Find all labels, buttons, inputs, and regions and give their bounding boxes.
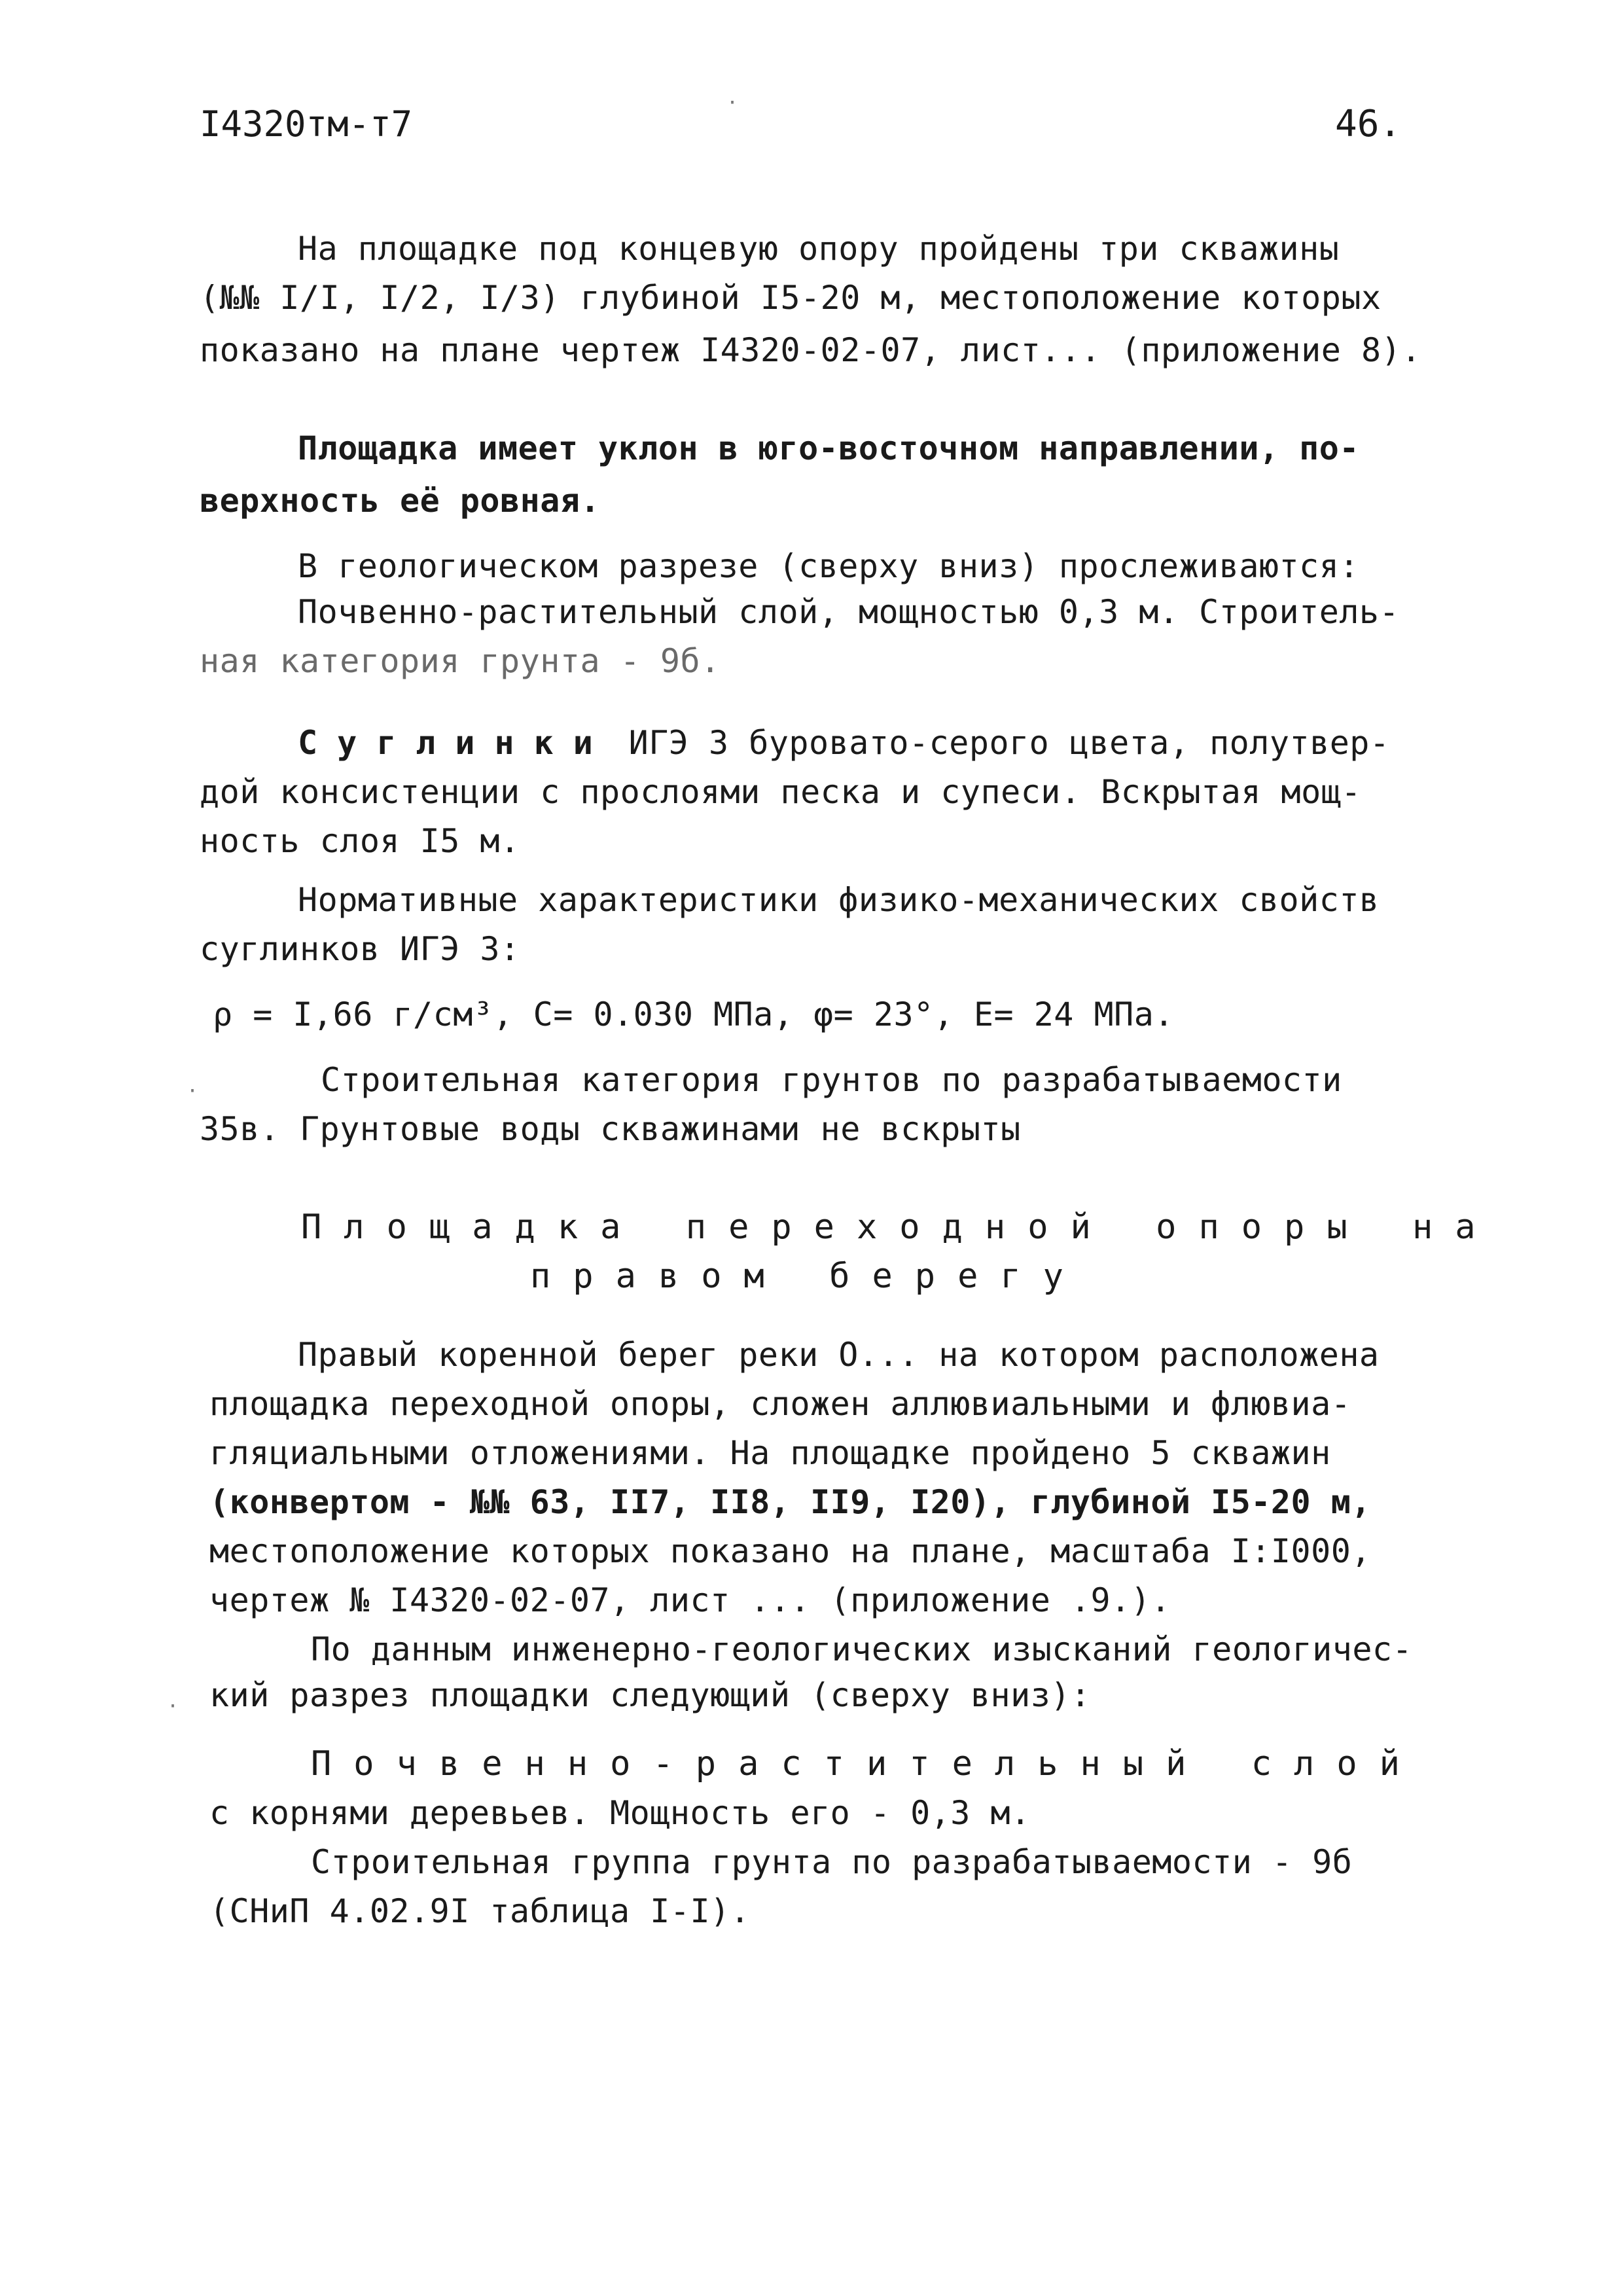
- scan-speck: ·: [167, 1695, 179, 1718]
- paragraph-line: ИГЭ 3 буровато-серого цвета, полутвер-: [609, 724, 1390, 762]
- section-heading: Площадка переходной опоры на: [301, 1208, 1498, 1247]
- paragraph-line: На площадке под концевую опору пройдены три скважины: [298, 230, 1340, 268]
- paragraph-line: дой консистенции с прослоями песка и супеси. Вскрытая мощ-: [200, 773, 1361, 811]
- paragraph-line: ная категория грунта - 9б.: [200, 642, 721, 680]
- paragraph-line: 35в. Грунтовые воды скважинами не вскрыты: [200, 1110, 1021, 1148]
- section-heading: правом берегу: [530, 1257, 1086, 1296]
- paragraph-line: кий разрез площадки следующий (сверху вниз):: [209, 1676, 1091, 1714]
- document-code: I4320тм-т7: [200, 103, 413, 145]
- paragraph-line: Нормативные характеристики физико-механических свойств: [298, 881, 1380, 919]
- paragraph-line: В геологическом разрезе (сверху вниз) прослеживаются:: [298, 547, 1359, 585]
- scan-speck: ·: [726, 92, 739, 115]
- paragraph-line: Строительная группа грунта по разрабатываемости - 9б: [311, 1843, 1353, 1881]
- paragraph-line: ность слоя I5 м.: [200, 822, 520, 860]
- soil-parameters: ρ = I,66 г/см³, C= 0.030 МПа, φ= 23°, E= 24 МПа.: [213, 996, 1174, 1033]
- paragraph-line: Строительная категория грунтов по разрабатываемости: [321, 1061, 1342, 1099]
- spaced-term: Почвенно-растительный слой: [311, 1744, 1422, 1784]
- paragraph-line: Правый коренной берег реки О... на котором расположена: [298, 1336, 1380, 1374]
- paragraph-line: По данным инженерно-геологических изысканий геологичес-: [311, 1630, 1413, 1668]
- paragraph-line: местоположение которых показано на плане, масштаба I:I000,: [209, 1532, 1371, 1570]
- paragraph-line: площадка переходной опоры, сложен аллювиальными и флювиа-: [209, 1385, 1351, 1423]
- page-number: 46.: [1335, 103, 1402, 145]
- paragraph-line: (СНиП 4.02.9I таблица I-I).: [209, 1892, 751, 1930]
- paragraph-line: показано на плане чертеж I4320-02-07, лист... (приложение 8).: [200, 331, 1421, 369]
- spaced-term: Суглинки: [298, 724, 613, 762]
- scan-speck: ·: [187, 1080, 199, 1103]
- paragraph-line: верхность её ровная.: [200, 482, 601, 520]
- paragraph-line: (конвертом - №№ 63, II7, II8, II9, I20), глубиной I5-20 м,: [209, 1483, 1371, 1521]
- paragraph-line: (№№ I/I, I/2, I/3) глубиной I5-20 м, местоположение которых: [200, 279, 1382, 317]
- paragraph-line: гляциальными отложениями. На площадке пройдено 5 скважин: [209, 1434, 1331, 1472]
- paragraph-line: суглинков ИГЭ 3:: [200, 930, 520, 968]
- paragraph-line: Площадка имеет уклон в юго-восточном направлении, по-: [298, 429, 1359, 467]
- paragraph-line: Почвенно-растительный слой, мощностью 0,3 м. Строитель-: [298, 593, 1400, 631]
- paragraph-line: чертеж № I4320-02-07, лист ... (приложение .9.).: [209, 1581, 1171, 1619]
- paragraph-line: с корнями деревьев. Мощность его - 0,3 м.: [209, 1794, 1031, 1832]
